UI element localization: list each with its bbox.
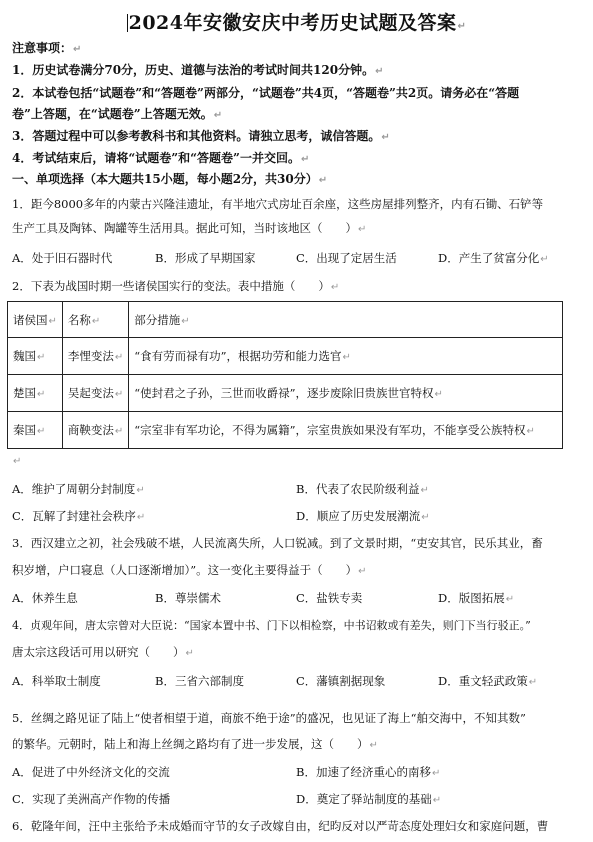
question-stem: 3．西汉建立之初，社会残破不堪，人民流离失所，人口锐减。到了文景时期，“吏安其官，民乐其业，畜 bbox=[12, 536, 543, 550]
option-b: B．加速了经济重心的南移↵ bbox=[296, 765, 441, 779]
paragraph-mark-icon: ↵ bbox=[540, 254, 549, 265]
question-stem: 生产工具及陶钵、陶罐等生活用具。据此可知，当时该地区（ ）↵ bbox=[12, 221, 367, 235]
table-cell: 秦国↵ bbox=[8, 412, 63, 449]
notice-heading: 注意事项：↵ bbox=[12, 41, 82, 55]
table-cell: “使封君之子孙，三世而收爵禄”，逐步废除旧贵族世官特权↵ bbox=[129, 375, 563, 412]
paragraph-mark-icon: ↵ bbox=[185, 648, 194, 659]
paragraph-mark-icon: ↵ bbox=[318, 175, 328, 186]
paragraph-mark-icon: ↵ bbox=[358, 566, 367, 577]
table-cell: “食有劳而禄有功”，根据功劳和能力选官↵ bbox=[129, 338, 563, 375]
option-d: D．顺应了历史发展潮流↵ bbox=[296, 509, 430, 523]
section-heading: 一、单项选择（本大题共15小题，每小题2分，共30分）↵ bbox=[12, 172, 328, 186]
notice-line: 1．历史试卷满分70分，历史、道德与法治的考试时间共120分钟。↵ bbox=[12, 63, 384, 77]
notice-line: 卷”上答题，在“试题卷”上答题无效。↵ bbox=[12, 107, 223, 121]
paragraph-mark-icon: ↵ bbox=[358, 224, 367, 235]
option-a: A．科举取士制度 bbox=[12, 674, 101, 688]
paragraph-mark-icon: ↵ bbox=[528, 677, 538, 688]
question-stem: 唐太宗这段话可用以研究（ ）↵ bbox=[12, 645, 194, 659]
paragraph-mark-icon: ↵ bbox=[330, 282, 340, 293]
table-cell: 魏国↵ bbox=[8, 338, 63, 375]
paragraph-mark-icon: ↵ bbox=[381, 132, 390, 143]
table-cell: “宗室非有军功论，不得为属籍”，宗室贵族如果没有军功，不能享受公族特权↵ bbox=[129, 412, 563, 449]
empty-paragraph bbox=[12, 452, 581, 470]
table-row bbox=[8, 375, 563, 412]
table-cell: 商鞅变法↵ bbox=[62, 412, 128, 449]
table-header-cell: 诸侯国↵ bbox=[8, 302, 63, 338]
paragraph-mark-icon: ↵ bbox=[13, 456, 22, 467]
option-c: C．瓦解了封建社会秩序↵ bbox=[12, 509, 146, 523]
question-stem: 积岁增，户口寝息（人口逐渐增加）”。这一变化主要得益于（ ）↵ bbox=[12, 563, 367, 577]
option-a: A．休养生息 bbox=[12, 591, 78, 605]
question-stem: 5．丝绸之路见证了陆上“使者相望于道，商旅不绝于途”的盛况，也见证了海上“舶交海中，不知其数” bbox=[12, 711, 526, 725]
notice-line: 4．考试结束后，请将“试题卷”和“答题卷”一并交回。↵ bbox=[12, 151, 310, 165]
table-header-cell: 部分措施↵ bbox=[129, 302, 563, 338]
paragraph-mark-icon: ↵ bbox=[369, 740, 378, 751]
question-stem: 4．贞观年间，唐太宗曾对大臣说：“国家本置中书、门下以相检察，中书诏敕或有差失，则门下当行驳正。” bbox=[12, 619, 531, 632]
option-c: C．藩镇割据现象 bbox=[296, 674, 386, 688]
option-b: B．尊崇儒术 bbox=[155, 591, 221, 605]
option-a: A．处于旧石器时代 bbox=[12, 251, 113, 265]
text-cursor bbox=[127, 14, 128, 32]
option-b: B．三省六部制度 bbox=[155, 674, 244, 688]
option-d: D．版图拓展↵ bbox=[438, 591, 515, 605]
notice-line: 3．答题过程中可以参考教科书和其他资料。请独立思考，诚信答题。↵ bbox=[12, 129, 390, 143]
paragraph-mark-icon: ↵ bbox=[73, 44, 82, 55]
option-b: B．代表了农民阶级利益↵ bbox=[296, 482, 429, 496]
option-a: A．维护了周朝分封制度↵ bbox=[12, 482, 145, 496]
paragraph-mark-icon: ↵ bbox=[375, 66, 384, 77]
document-title: 2024年安徽安庆中考历史试题及答案↵ bbox=[128, 12, 467, 34]
table-header-row bbox=[8, 302, 563, 338]
reform-table bbox=[7, 301, 563, 449]
table-header-cell: 名称↵ bbox=[62, 302, 128, 338]
table-row bbox=[8, 412, 563, 449]
option-c: C．盐铁专卖 bbox=[296, 591, 363, 605]
paragraph-mark-icon: ↵ bbox=[213, 110, 223, 121]
option-b: B．形成了早期国家 bbox=[155, 251, 256, 265]
question-stem: 的繁华。元朝时，陆上和海上丝绸之路均有了进一步发展，这（ ）↵ bbox=[12, 737, 378, 751]
table-row bbox=[8, 338, 563, 375]
question-stem: 1．距今8000多年的内蒙古兴隆洼遗址，有半地穴式房址百余座，这些房屋排列整齐，内有石锄、石铲等 bbox=[12, 197, 544, 211]
paragraph-mark-icon: ↵ bbox=[505, 594, 515, 605]
table-cell: 李悝变法↵ bbox=[62, 338, 128, 375]
option-d: D．重文轻武政策↵ bbox=[438, 674, 538, 688]
paragraph-mark-icon: ↵ bbox=[300, 154, 310, 165]
option-c: C．出现了定居生活 bbox=[296, 251, 397, 265]
table-cell: 楚国↵ bbox=[8, 375, 63, 412]
table-cell: 吴起变法↵ bbox=[62, 375, 128, 412]
paragraph-mark-icon: ↵ bbox=[457, 21, 467, 32]
question-stem: 6．乾隆年间，汪中主张给予未成婚而守节的女子改嫁自由，纪昀反对以严苛态度处理妇女和家庭问题，曹 bbox=[12, 819, 549, 833]
notice-line: 2．本试卷包括“试题卷”和“答题卷”两部分，“试题卷”共4页，“答题卷”共2页。请务必在“答题 bbox=[12, 86, 520, 100]
option-a: A．促进了中外经济文化的交流 bbox=[12, 765, 170, 779]
option-c: C．实现了美洲高产作物的传播 bbox=[12, 792, 171, 806]
option-d: D．奠定了驿站制度的基础↵ bbox=[296, 792, 442, 806]
question-stem: 2．下表为战国时期一些诸侯国实行的变法。表中措施（ ）↵ bbox=[12, 279, 340, 293]
option-d: D．产生了贫富分化↵ bbox=[438, 251, 549, 265]
